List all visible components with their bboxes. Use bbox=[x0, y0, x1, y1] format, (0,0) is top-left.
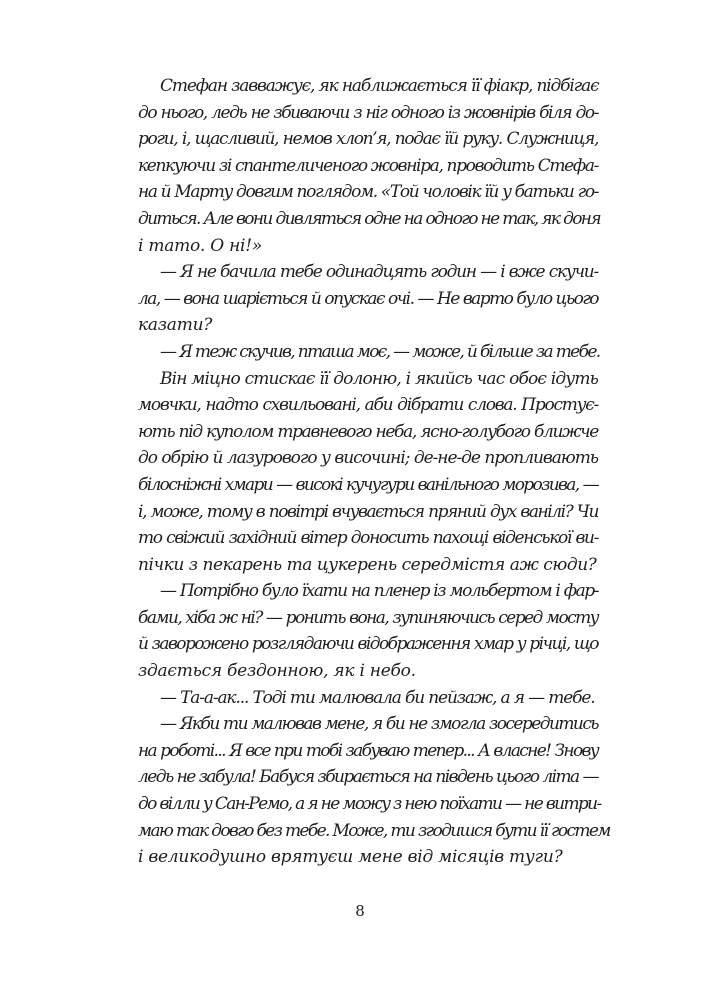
text-line: маю так довго без тебе. Може, ти згодишся бути її гостем bbox=[138, 820, 610, 841]
text-line: на й Марту довгим поглядом. «Той чоловік їй у батьки го- bbox=[138, 182, 599, 203]
text-line: Він міцно стискає її долоню, і якийсь час обоє ідуть bbox=[160, 368, 598, 389]
page-number: 8 bbox=[355, 902, 365, 920]
text-line: казати? bbox=[138, 315, 213, 336]
text-line: і великодушно врятуєш мене від місяців туги? bbox=[138, 847, 563, 868]
text-line: бами, хіба ж ні? — ронить вона, зупиняючись серед мосту bbox=[138, 607, 598, 628]
text-line: до нього, ледь не збиваючи з ніг одного із жовнірів біля до- bbox=[138, 102, 598, 123]
text-line: — Я теж скучив, пташа моє, — може, й більше за тебе. bbox=[160, 341, 600, 362]
text-line: роги, і, щасливий, немов хлоп’я, подає їй руку. Служниця, bbox=[138, 129, 598, 150]
body-text bbox=[138, 73, 610, 871]
text-line: — Якби ти малював мене, я би не змогла зосередитись bbox=[160, 714, 598, 735]
text-line: до обрію й лазурового у височині; де-не-де пропливають bbox=[138, 448, 598, 469]
text-line: — Потрібно було їхати на пленер із мольбертом і фар- bbox=[160, 581, 598, 602]
text-line: диться. Але вони дивляться одне на одного не так, як доня bbox=[138, 208, 600, 229]
text-line: мовчки, надто схвильовані, аби дібрати слова. Простує- bbox=[138, 395, 598, 416]
text-line: ледь не забула! Бабуся збирається на південь цього літа — bbox=[138, 767, 598, 788]
text-line: здається бездонною, як і небо. bbox=[138, 661, 416, 682]
text-line: ють під куполом травневого неба, ясно-голубого ближче bbox=[138, 421, 598, 442]
text-line: кепкуючи зі спантеличеного жовніра, проводить Стефа- bbox=[138, 155, 599, 176]
text-line: білосніжні хмари — високі кучугури ванільного морозива, — bbox=[138, 474, 598, 495]
text-line: і тато. О ні!» bbox=[138, 235, 262, 256]
text-line: то свіжий західний вітер доносить пахощі віденської ви- bbox=[138, 528, 598, 549]
text-line: і, може, тому в повітрі вчувається пряний дух ванілі? Чи bbox=[138, 501, 598, 522]
text-line: на роботі... Я все при тобі забуваю тепер... А власне! Знову bbox=[138, 740, 598, 761]
text-line: ла, — вона шаріється й опускає очі. — Не варто було цього bbox=[138, 288, 598, 309]
text-line: й заворожено розглядаючи відображення хмар у річці, що bbox=[138, 634, 598, 655]
text-line: — Я не бачила тебе одинадцять годин — і вже скучи- bbox=[160, 262, 598, 283]
text-line: Стефан завважує, як наближається її фіакр, підбігає bbox=[160, 76, 599, 96]
text-line: до вілли у Сан-Ремо, а я не можу з нею поїхати — не витри- bbox=[138, 794, 601, 815]
text-line: пічки з пекарень та цукерень середмістя аж сюди? bbox=[138, 554, 597, 575]
text-line: — Та-а-ак... Тоді ти малювала би пейзаж, а я — тебе. bbox=[160, 687, 595, 708]
